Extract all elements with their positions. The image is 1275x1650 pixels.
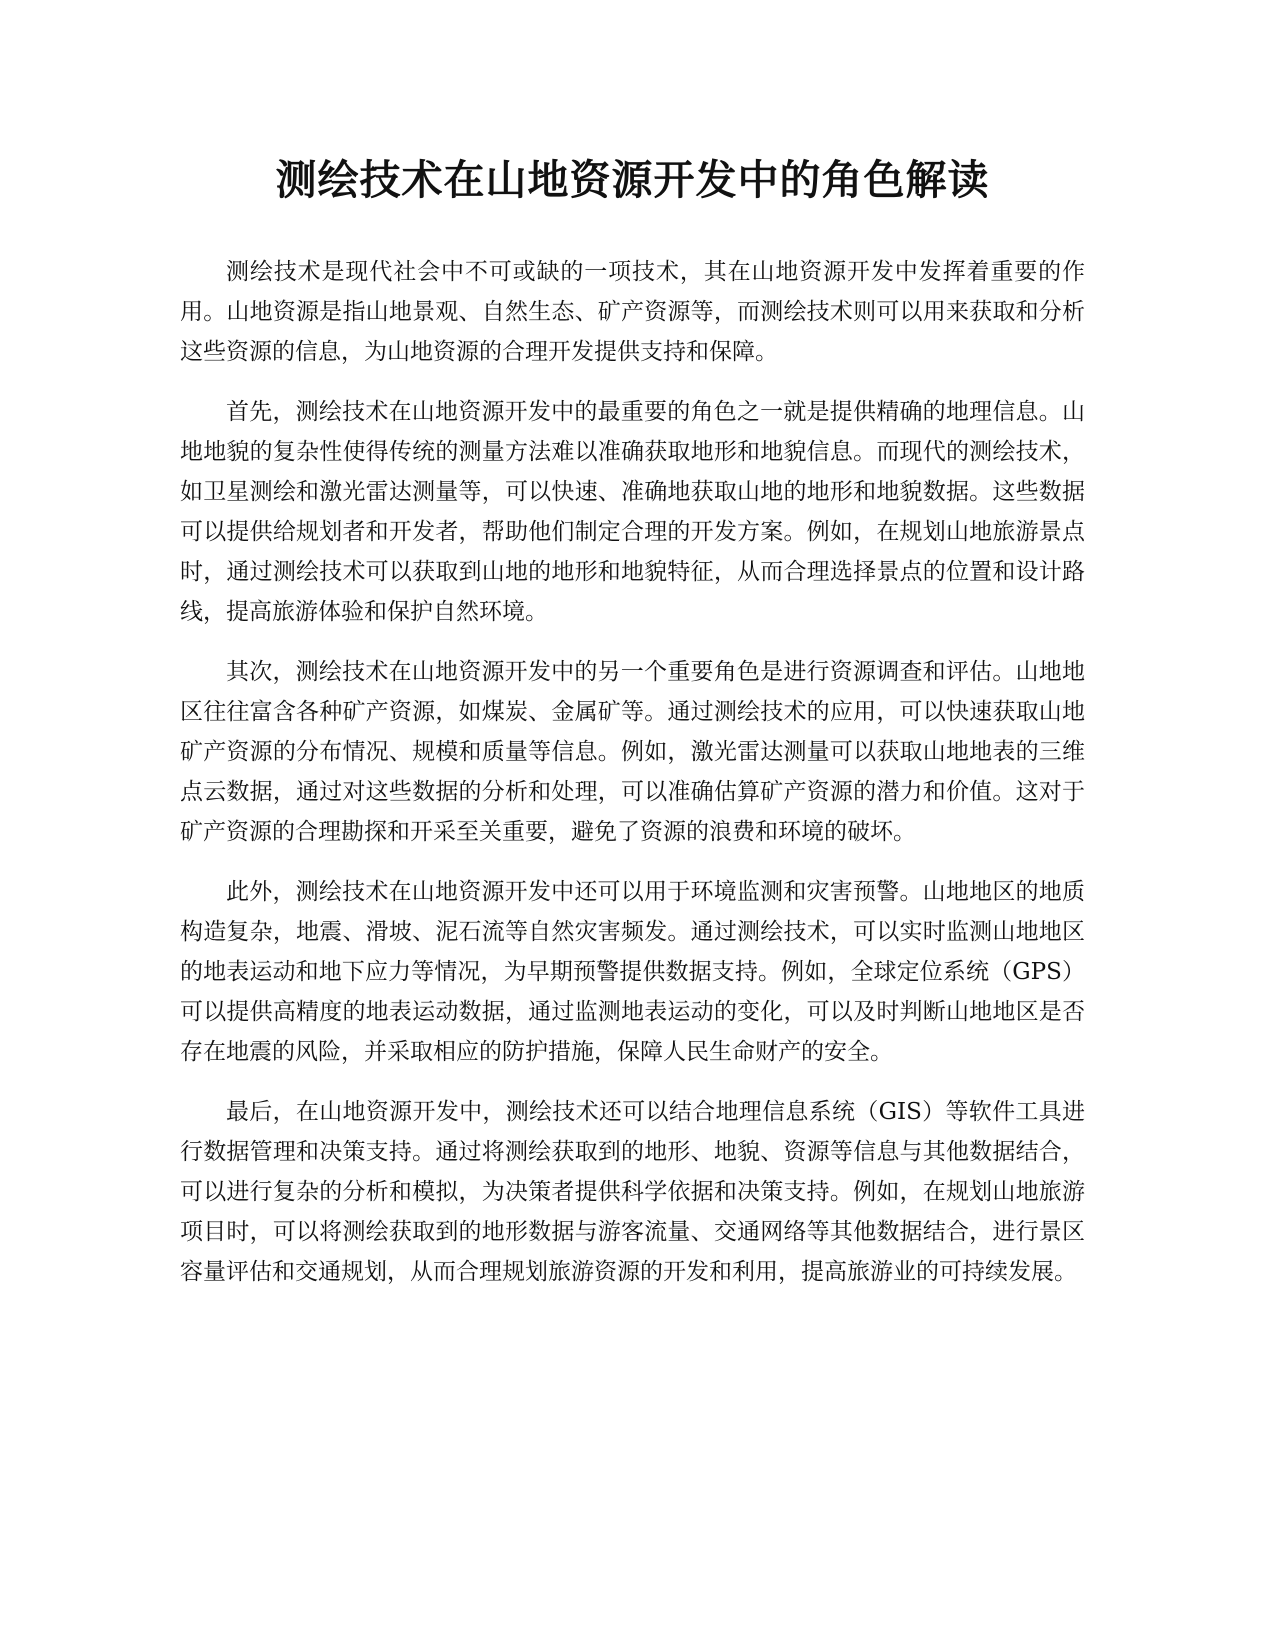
paragraph-2: 首先，测绘技术在山地资源开发中的最重要的角色之一就是提供精确的地理信息。山地地貌的复杂性使得传统的测量方法难以准确获取地形和地貌信息。而现代的测绘技术，如卫星测绘和激光雷达测量等，可以快速、准确地获取山地的地形和地貌数据。这些数据可以提供给规划者和开发者，帮助他们制定合理的开发方案。例如，在规划山地旅游景点时，通过测绘技术可以获取到山地的地形和地貌特征，从而合理选择景点的位置和设计路线，提高旅游体验和保护自然环境。 — [180, 399, 1085, 625]
paragraph-1: 测绘技术是现代社会中不可或缺的一项技术，其在山地资源开发中发挥着重要的作用。山地资源是指山地景观、自然生态、矿产资源等，而测绘技术则可以用来获取和分析这些资源的信息，为山地资源的合理开发提供支持和保障。 — [180, 259, 1085, 365]
document-title: 测绘技术在山地资源开发中的角色解读 — [275, 156, 990, 204]
paragraph-4: 此外，测绘技术在山地资源开发中还可以用于环境监测和灾害预警。山地地区的地质构造复杂，地震、滑坡、泥石流等自然灾害频发。通过测绘技术，可以实时监测山地地区的地表运动和地下应力等情况，为早期预警提供数据支持。例如，全球定位系统（GPS）可以提供高精度的地表运动数据，通过监测地表运动的变化，可以及时判断山地地区是否存在地震的风险，并采取相应的防护措施，保障人民生命财产的安全。 — [180, 879, 1085, 1065]
document-page — [180, 140, 1085, 1312]
paragraph-3: 其次，测绘技术在山地资源开发中的另一个重要角色是进行资源调查和评估。山地地区往往富含各种矿产资源，如煤炭、金属矿等。通过测绘技术的应用，可以快速获取山地矿产资源的分布情况、规模和质量等信息。例如，激光雷达测量可以获取山地地表的三维点云数据，通过对这些数据的分析和处理，可以准确估算矿产资源的潜力和价值。这对于矿产资源的合理勘探和开采至关重要，避免了资源的浪费和环境的破坏。 — [180, 659, 1085, 845]
paragraph-5: 最后，在山地资源开发中，测绘技术还可以结合地理信息系统（GIS）等软件工具进行数据管理和决策支持。通过将测绘获取到的地形、地貌、资源等信息与其他数据结合，可以进行复杂的分析和模拟，为决策者提供科学依据和决策支持。例如，在规划山地旅游项目时，可以将测绘获取到的地形数据与游客流量、交通网络等其他数据结合，进行景区容量评估和交通规划，从而合理规划旅游资源的开发和利用，提高旅游业的可持续发展。 — [180, 1099, 1085, 1285]
